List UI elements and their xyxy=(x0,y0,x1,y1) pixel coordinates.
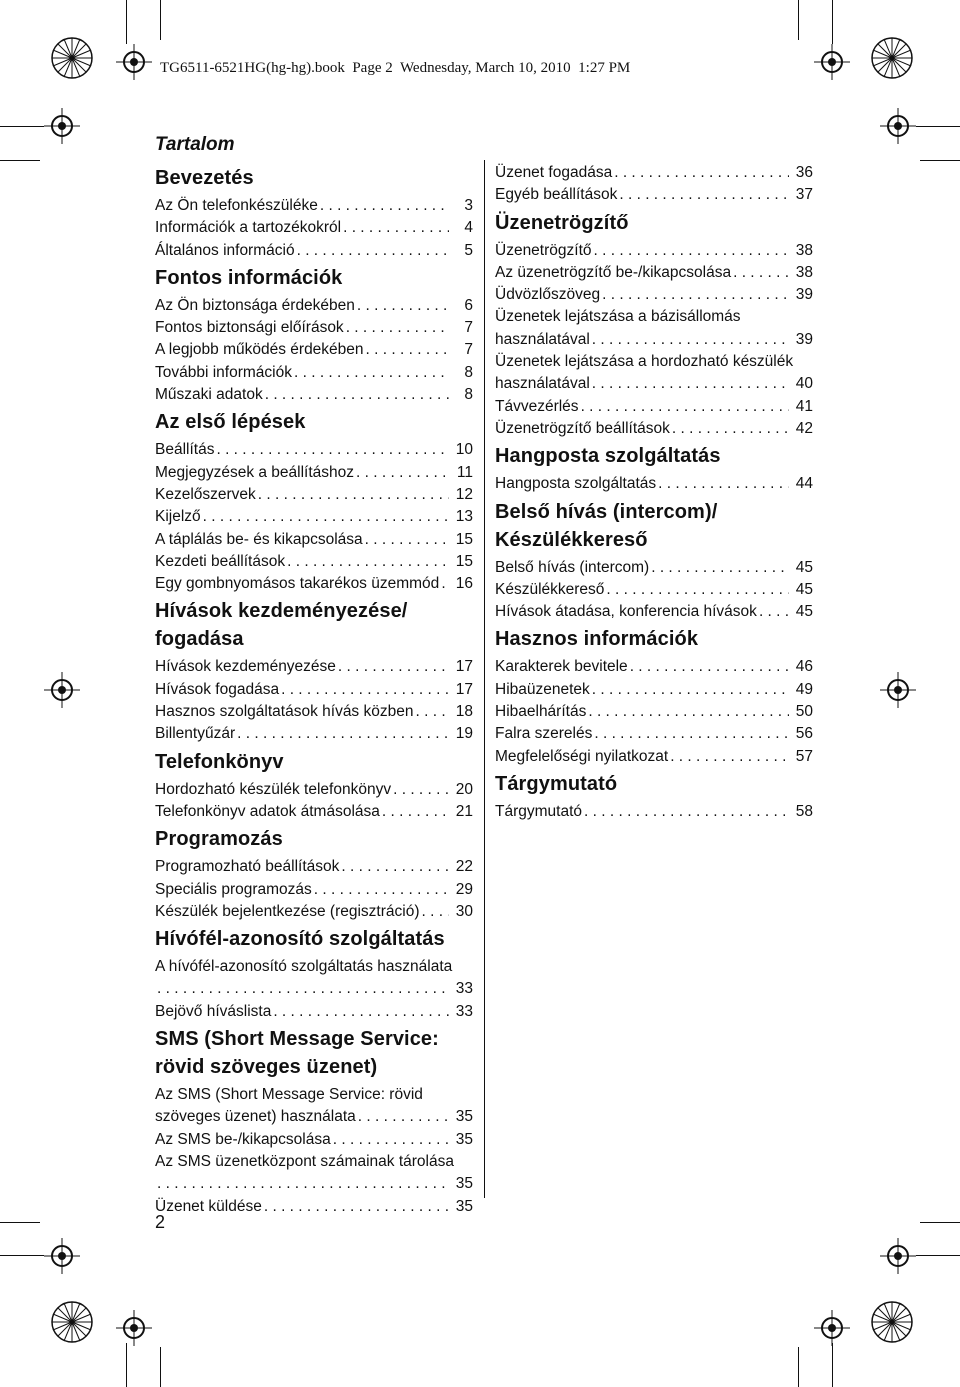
toc-entry-label: Az SMS be-/kikapcsolása xyxy=(155,1130,331,1148)
toc-entry[interactable] xyxy=(495,601,813,623)
toc-entry-label: Hívások fogadása xyxy=(155,680,280,698)
toc-entry-page: 15 xyxy=(455,552,473,570)
toc-entry[interactable] xyxy=(155,506,473,528)
dot-leader xyxy=(358,1106,449,1128)
toc-entry-page: 42 xyxy=(795,419,813,437)
toc-entry-page: 17 xyxy=(455,658,473,676)
dot-leader xyxy=(297,240,449,262)
toc-entry-label: Üzenetrögzítő beállítások xyxy=(495,419,670,437)
dot-leader xyxy=(733,262,789,284)
toc-entry[interactable] xyxy=(155,217,473,239)
toc-entry-label: Telefonkönyv adatok átmásolása xyxy=(155,802,380,820)
toc-entry[interactable] xyxy=(155,462,473,484)
toc-entry-page: 20 xyxy=(455,780,473,798)
section-heading: Hangposta szolgáltatás xyxy=(495,445,721,468)
toc-entry[interactable] xyxy=(155,656,473,678)
dot-leader xyxy=(588,701,789,723)
column-divider xyxy=(484,160,485,1198)
dot-leader xyxy=(594,723,789,745)
dot-leader xyxy=(759,601,789,623)
toc-entry[interactable] xyxy=(495,162,813,184)
toc-entry-page: 33 xyxy=(455,980,473,998)
toc-entry-page: 38 xyxy=(795,263,813,281)
toc-entry-page: 56 xyxy=(795,725,813,743)
toc-section xyxy=(155,925,473,1023)
toc-entry-page: 30 xyxy=(455,902,473,920)
dot-leader xyxy=(273,1001,449,1023)
starwheel-registration-icon xyxy=(50,1300,94,1344)
toc-entry-label: Hibaüzenetek xyxy=(495,680,590,698)
toc-section xyxy=(155,748,473,824)
toc-section xyxy=(495,770,813,823)
toc-entry[interactable] xyxy=(495,184,813,206)
toc-section xyxy=(495,442,813,495)
dot-leader xyxy=(237,723,449,745)
toc-section xyxy=(495,209,813,441)
toc-entry-label-line: Üzenetek lejátszása a hordozható készülék xyxy=(495,353,794,371)
dot-leader xyxy=(281,679,449,701)
dot-leader xyxy=(265,384,449,406)
toc-entry[interactable] xyxy=(495,262,813,284)
toc-entry-page: 46 xyxy=(795,658,813,676)
toc-entry-label: Készülékkereső xyxy=(495,580,605,598)
dot-leader xyxy=(581,396,789,418)
toc-entry[interactable] xyxy=(155,1129,473,1151)
crosshair-registration-icon xyxy=(116,44,152,80)
dot-leader xyxy=(341,856,449,878)
toc-entry[interactable] xyxy=(495,701,813,723)
section-heading xyxy=(155,1025,473,1081)
toc-entry[interactable] xyxy=(155,195,473,217)
section-heading-line: SMS (Short Message Service: xyxy=(155,1028,439,1051)
toc-entry-page: 13 xyxy=(455,508,473,526)
crop-line xyxy=(160,0,161,40)
toc-entry-page: 21 xyxy=(455,802,473,820)
crosshair-registration-icon xyxy=(44,672,80,708)
toc-entry-page: 8 xyxy=(464,363,473,381)
dot-leader xyxy=(602,284,789,306)
crosshair-registration-icon xyxy=(880,108,916,144)
section-heading: Hasznos információk xyxy=(495,628,699,651)
dot-leader xyxy=(203,506,449,528)
section-heading: Üzenetrögzítő xyxy=(495,211,629,234)
dot-leader xyxy=(157,1173,449,1195)
dot-leader xyxy=(670,746,789,768)
toc-entry-label: Hasznos szolgáltatások hívás közben xyxy=(155,703,414,721)
toc-entry[interactable] xyxy=(495,396,813,418)
toc-entry[interactable] xyxy=(155,779,473,801)
toc-entry-page: 22 xyxy=(455,858,473,876)
crosshair-registration-icon xyxy=(44,108,80,144)
toc-entry-page: 35 xyxy=(455,1175,473,1193)
toc-entry-page: 11 xyxy=(456,463,473,481)
dot-leader xyxy=(672,418,789,440)
section-heading-line: rövid szöveges üzenet) xyxy=(155,1056,378,1079)
dot-leader xyxy=(258,484,449,506)
toc-entry-label-line: Az SMS üzenetközpont számainak tárolása xyxy=(155,1152,454,1170)
dot-leader xyxy=(365,529,449,551)
dot-leader xyxy=(584,801,789,823)
toc-entry-label: Távvezérlés xyxy=(495,397,579,415)
toc-entry-page: 12 xyxy=(455,485,473,503)
toc-entry-label: szöveges üzenet) használata xyxy=(155,1108,356,1126)
toc-entry-label: A legjobb működés érdekében xyxy=(155,341,364,359)
toc-entry-label: Hangposta szolgáltatás xyxy=(495,475,657,493)
toc-entry-page: 7 xyxy=(464,341,473,359)
toc-entry-label: Egyéb beállítások xyxy=(495,186,618,204)
toc-entry-page: 41 xyxy=(795,397,813,415)
toc-entry[interactable] xyxy=(495,723,813,745)
toc-entry-label: Információk a tartozékokról xyxy=(155,219,342,237)
toc-section xyxy=(155,264,473,406)
toc-entry-label: Kezelőszervek xyxy=(155,485,256,503)
toc-entry-page: 8 xyxy=(464,386,473,404)
dot-leader xyxy=(382,801,449,823)
toc-entry-label: Kezdeti beállítások xyxy=(155,552,286,570)
toc-entry[interactable] xyxy=(155,339,473,361)
dot-leader xyxy=(357,295,449,317)
dot-leader xyxy=(393,779,449,801)
dot-leader xyxy=(619,184,789,206)
toc-entry[interactable] xyxy=(155,529,473,551)
crosshair-registration-icon xyxy=(880,672,916,708)
toc-entry[interactable] xyxy=(155,317,473,339)
toc-entry-label: Karakterek bevitele xyxy=(495,658,628,676)
toc-entry-label-line: A hívófél-azonosító szolgáltatás használata xyxy=(155,958,453,976)
toc-entry[interactable] xyxy=(495,284,813,306)
dot-leader xyxy=(592,329,789,351)
toc-entry-label: használatával xyxy=(495,375,590,393)
toc-entry-label: Hibaelhárítás xyxy=(495,703,587,721)
toc-entry-label: Az Ön telefonkészüléke xyxy=(155,197,318,214)
toc-entry-page: 18 xyxy=(455,703,473,721)
toc-entry-label: Műszaki adatok xyxy=(155,386,263,404)
toc-entry-page: 49 xyxy=(795,680,813,698)
dot-leader xyxy=(346,317,449,339)
crosshair-registration-icon xyxy=(880,1238,916,1274)
dot-leader xyxy=(594,240,790,262)
dot-leader xyxy=(338,656,449,678)
toc-entry-page: 19 xyxy=(455,725,473,743)
toc-entry-label: használatával xyxy=(495,330,590,348)
section-heading: Programozás xyxy=(155,828,283,851)
toc-entry-label: Belső hívás (intercom) xyxy=(495,558,650,576)
toc-section xyxy=(155,164,473,262)
toc-entry-page: 35 xyxy=(455,1130,473,1148)
toc-entry-page: 6 xyxy=(464,296,473,314)
toc-entry-page: 17 xyxy=(455,680,473,698)
toc-entry-label: Kijelző xyxy=(155,508,201,526)
page-title: Tartalom xyxy=(155,134,235,155)
toc-entry-page: 44 xyxy=(795,475,813,493)
section-heading: Bevezetés xyxy=(155,167,254,189)
toc-entry-page: 57 xyxy=(795,747,813,765)
section-heading: Az első lépések xyxy=(155,411,306,434)
toc-entry[interactable] xyxy=(155,701,473,723)
toc-entry[interactable] xyxy=(155,901,473,923)
toc-entry-page: 7 xyxy=(464,319,473,337)
dot-leader xyxy=(314,879,449,901)
section-heading: Fontos információk xyxy=(155,266,343,289)
toc-entry-page: 16 xyxy=(455,575,473,593)
toc-entry-page: 3 xyxy=(464,197,473,214)
section-heading-line: fogadása xyxy=(155,628,244,651)
toc-entry[interactable] xyxy=(155,1001,473,1023)
toc-entry-page: 36 xyxy=(795,164,813,181)
toc-entry-label: Megjegyzések a beállításhoz xyxy=(155,463,355,481)
toc-entry[interactable] xyxy=(155,484,473,506)
toc-entry-label-line: Üzenetek lejátszása a bázisállomás xyxy=(495,308,741,326)
crop-line xyxy=(916,1255,960,1256)
dot-leader xyxy=(294,362,449,384)
toc-left-column xyxy=(155,162,473,1218)
toc-section xyxy=(495,162,813,207)
crop-line xyxy=(832,1343,833,1387)
toc-entry[interactable] xyxy=(155,551,473,573)
section-heading-line: Készülékkereső xyxy=(495,528,648,551)
toc-entry-label: Készülék bejelentkezése (regisztráció) xyxy=(155,902,420,920)
crop-line xyxy=(920,160,960,161)
crop-line xyxy=(798,1347,799,1387)
toc-entry-page: 38 xyxy=(795,241,813,259)
toc-section xyxy=(155,597,473,745)
dot-leader xyxy=(658,473,789,495)
toc-entry-label: Az üzenetrögzítő be-/kikapcsolása xyxy=(495,263,732,281)
dot-leader xyxy=(630,656,789,678)
crop-line xyxy=(160,1347,161,1387)
toc-entry[interactable] xyxy=(155,1173,473,1195)
toc-entry-label: Egy gombnyomásos takarékos üzemmód xyxy=(155,575,440,593)
dot-leader xyxy=(264,1196,449,1218)
dot-leader xyxy=(651,557,789,579)
toc-entry[interactable] xyxy=(155,384,473,406)
toc-entry-label: Az Ön biztonsága érdekében xyxy=(155,296,355,314)
dot-leader xyxy=(356,462,449,484)
toc-entry-label: Speciális programozás xyxy=(155,880,312,898)
crop-line xyxy=(920,1222,960,1223)
print-header: TG6511-6521HG(hg-hg).book Page 2 Wednesday, March 10, 2010 1:27 PM xyxy=(160,60,631,76)
toc-entry-page: 45 xyxy=(795,580,813,598)
toc-entry-label-line: Az SMS (Short Message Service: rövid xyxy=(155,1086,423,1104)
toc-section xyxy=(495,498,813,624)
toc-entry-page: 5 xyxy=(464,241,473,259)
section-heading: Telefonkönyv xyxy=(155,750,284,773)
toc-entry[interactable] xyxy=(495,801,813,823)
toc-entry-label: Billentyűzár xyxy=(155,725,236,743)
section-heading: Hívófél-azonosító szolgáltatás xyxy=(155,928,445,951)
toc-entry[interactable] xyxy=(495,329,813,351)
toc-section xyxy=(155,825,473,923)
toc-entry-page: 35 xyxy=(455,1108,473,1126)
crosshair-registration-icon xyxy=(44,1238,80,1274)
toc-entry-label: Üdvözlőszöveg xyxy=(495,286,601,304)
toc-entry[interactable] xyxy=(155,723,473,745)
dot-leader xyxy=(333,1129,449,1151)
toc-entry[interactable] xyxy=(155,1106,473,1128)
toc-entry-page: 35 xyxy=(455,1197,473,1215)
section-heading-line: Belső hívás (intercom)/ xyxy=(495,500,718,523)
crop-line xyxy=(126,1343,127,1387)
toc-entry[interactable] xyxy=(155,856,473,878)
toc-entry[interactable] xyxy=(495,473,813,495)
toc-entry-label: Beállítás xyxy=(155,441,215,459)
toc-entry[interactable] xyxy=(155,295,473,317)
toc-entry-label: Bejövő híváslista xyxy=(155,1002,272,1020)
toc-entry[interactable] xyxy=(155,1196,473,1218)
toc-entry-label: Hordozható készülék telefonkönyv xyxy=(155,780,392,798)
toc-entry-label: Üzenet fogadása xyxy=(495,164,613,181)
dot-leader xyxy=(606,579,789,601)
toc-entry[interactable] xyxy=(495,656,813,678)
toc-entry[interactable] xyxy=(155,240,473,262)
toc-entry[interactable] xyxy=(155,978,473,1000)
toc-entry-page: 10 xyxy=(455,441,473,459)
section-heading xyxy=(495,498,813,554)
dot-leader xyxy=(592,373,789,395)
page-number: 2 xyxy=(155,1212,166,1232)
dot-leader xyxy=(366,339,449,361)
toc-section xyxy=(495,625,813,767)
dot-leader xyxy=(343,217,449,239)
toc-entry-page: 45 xyxy=(795,603,813,621)
toc-entry[interactable] xyxy=(155,362,473,384)
dot-leader xyxy=(415,701,449,723)
crop-line xyxy=(0,1255,44,1256)
toc-entry[interactable] xyxy=(495,746,813,768)
dot-leader xyxy=(216,439,449,461)
toc-entry-page: 45 xyxy=(795,558,813,576)
crosshair-registration-icon xyxy=(116,1310,152,1346)
toc-entry-label: Fontos biztonsági előírások xyxy=(155,319,344,337)
toc-entry-label: Programozható beállítások xyxy=(155,858,340,876)
toc-entry-page: 37 xyxy=(795,186,813,204)
dot-leader xyxy=(287,551,449,573)
toc-entry-page: 50 xyxy=(795,703,813,721)
toc-entry-page: 4 xyxy=(464,219,473,237)
section-heading: Tárgymutató xyxy=(495,772,618,795)
toc-entry[interactable] xyxy=(155,679,473,701)
toc-entry[interactable] xyxy=(155,801,473,823)
starwheel-registration-icon xyxy=(870,1300,914,1344)
toc-entry-page: 33 xyxy=(455,1002,473,1020)
toc-entry[interactable] xyxy=(155,879,473,901)
toc-entry-label: Falra szerelés xyxy=(495,725,593,743)
toc-right-column xyxy=(495,162,813,823)
section-heading-line: Hívások kezdeményezése/ xyxy=(155,600,408,623)
dot-leader xyxy=(592,679,789,701)
toc-entry-label: Üzenetrögzítő xyxy=(495,241,592,259)
toc-section xyxy=(155,1025,473,1218)
dot-leader xyxy=(614,162,789,184)
crop-line xyxy=(832,0,833,44)
toc-entry-page: 39 xyxy=(795,286,813,304)
section-heading xyxy=(155,597,473,653)
crosshair-registration-icon xyxy=(814,44,850,80)
toc-entry-page: 15 xyxy=(455,530,473,548)
dot-leader xyxy=(421,901,449,923)
toc-entry[interactable] xyxy=(495,418,813,440)
starwheel-registration-icon xyxy=(50,36,94,80)
toc-entry[interactable] xyxy=(495,240,813,262)
toc-section xyxy=(155,408,473,595)
toc-entry-page: 39 xyxy=(795,330,813,348)
toc-entry-label: Megfelelőségi nyilatkozat xyxy=(495,747,669,765)
toc-entry[interactable] xyxy=(495,679,813,701)
dot-leader xyxy=(157,978,449,1000)
toc-entry[interactable] xyxy=(495,373,813,395)
toc-entry-page: 58 xyxy=(795,802,813,820)
dot-leader xyxy=(320,195,449,217)
toc-entry[interactable] xyxy=(495,579,813,601)
toc-entry-page: 40 xyxy=(795,375,813,393)
crop-line xyxy=(126,0,127,44)
toc-entry-label: Hívások kezdeményezése xyxy=(155,658,336,676)
toc-entry-label: A táplálás be- és kikapcsolása xyxy=(155,530,363,548)
toc-entry[interactable] xyxy=(155,573,473,595)
toc-entry-label: Tárgymutató xyxy=(495,802,583,820)
toc-entry-label: Üzenet küldése xyxy=(155,1197,262,1215)
crop-line xyxy=(0,1222,40,1223)
toc-entry-label: További információk xyxy=(155,363,292,381)
toc-entry[interactable] xyxy=(155,439,473,461)
crosshair-registration-icon xyxy=(814,1310,850,1346)
crop-line xyxy=(0,160,40,161)
toc-entry-label: Hívások átadása, konferencia hívások xyxy=(495,603,757,621)
crop-line xyxy=(916,126,960,127)
toc-entry[interactable] xyxy=(495,557,813,579)
toc-entry-page: 29 xyxy=(455,880,473,898)
toc-entry-label: Általános információ xyxy=(155,241,295,259)
dot-leader xyxy=(441,573,449,595)
starwheel-registration-icon xyxy=(870,36,914,80)
crop-line xyxy=(798,0,799,40)
crop-line xyxy=(0,126,44,127)
